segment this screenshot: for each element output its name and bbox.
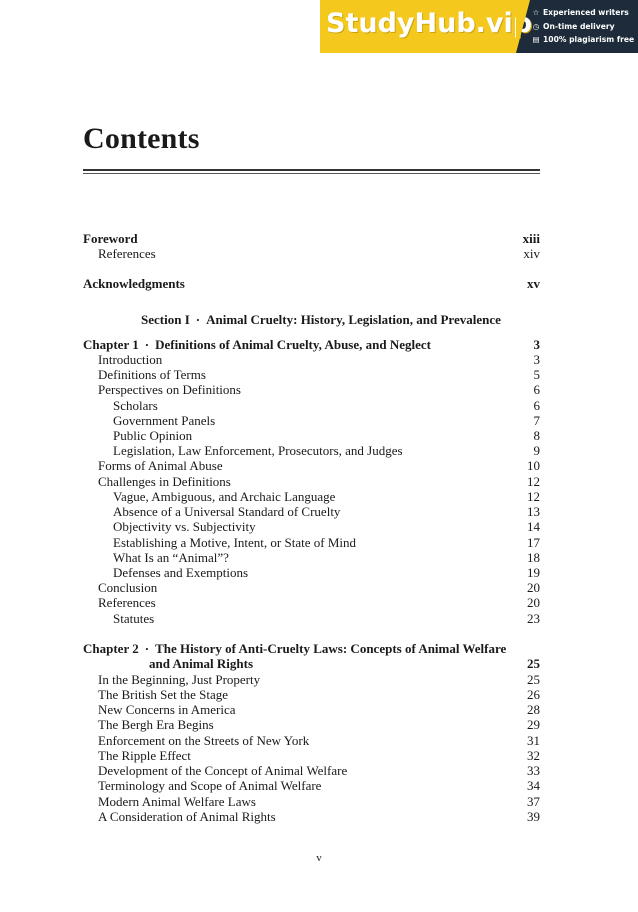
toc-entry: [0, 428, 638, 443]
watermark-banner[interactable]: [320, 0, 638, 53]
page-ref: 34: [527, 778, 540, 793]
toc-entry: [0, 246, 638, 261]
entry-title: Legislation, Law Enforcement, Prosecutors, and Judges: [113, 443, 403, 458]
toc-entry: [0, 748, 638, 763]
toc-entry: [0, 794, 638, 809]
toc-entry: [0, 413, 638, 428]
title-rule-thick: [83, 169, 540, 171]
document-icon: ▤: [532, 35, 540, 44]
entry-title: The Bergh Era Begins: [98, 717, 214, 732]
separator-dot: ·: [144, 641, 150, 656]
entry-title: Definitions of Terms: [98, 367, 206, 382]
entry-title: [83, 337, 431, 352]
page-ref: 6: [533, 398, 540, 413]
page-ref: 20: [527, 595, 540, 610]
toc-entry: [0, 489, 638, 504]
page-ref: xiv: [523, 246, 540, 261]
page-ref: 31: [527, 733, 540, 748]
entry-title: Forms of Animal Abuse: [98, 458, 223, 473]
page-ref: 8: [533, 428, 540, 443]
toc-entry: [0, 672, 638, 687]
toc-entry: [0, 733, 638, 748]
entry-title: References: [98, 595, 156, 610]
toc-entry: [0, 398, 638, 413]
toc-entry: [0, 656, 638, 671]
entry-title: Statutes: [113, 611, 155, 626]
toc-entry: [0, 595, 638, 610]
chapter-title: Definitions of Animal Cruelty, Abuse, and Neglect: [155, 337, 431, 352]
entry-title: Acknowledgments: [83, 276, 185, 291]
title-rule-thin: [83, 173, 540, 174]
feature-item: [532, 20, 638, 34]
toc-entry: [0, 778, 638, 793]
toc-entry: [0, 809, 638, 824]
chapter-label: Chapter 1: [83, 337, 139, 352]
page-ref: 10: [527, 458, 540, 473]
toc-entry: [0, 565, 638, 580]
page-ref: xiii: [522, 231, 540, 246]
page-ref: 18: [527, 550, 540, 565]
feature-text: On-time delivery: [543, 21, 615, 31]
entry-title: Enforcement on the Streets of New York: [98, 733, 310, 748]
toc-entry: [0, 382, 638, 397]
entry-title: Government Panels: [113, 413, 216, 428]
entry-title: [83, 641, 506, 656]
entry-title: Foreword: [83, 231, 138, 246]
page-ref: 39: [527, 809, 540, 824]
toc-entry: [0, 702, 638, 717]
chapter-title: The History of Anti-Cruelty Laws: Concepts of Animal Welfare: [155, 641, 507, 656]
page-ref: 17: [527, 535, 540, 550]
page-ref: 20: [527, 580, 540, 595]
page-ref: 28: [527, 702, 540, 717]
toc-entry: [0, 535, 638, 550]
entry-title: Scholars: [113, 398, 158, 413]
entry-title: The Ripple Effect: [98, 748, 191, 763]
toc-entry: [0, 352, 638, 367]
toc-entry: [0, 519, 638, 534]
page-ref: 9: [533, 443, 540, 458]
entry-title: New Concerns in America: [98, 702, 236, 717]
entry-title: The British Set the Stage: [98, 687, 228, 702]
entry-title: Absence of a Universal Standard of Cruelty: [113, 504, 341, 519]
toc-entry: [0, 443, 638, 458]
page-ref: 12: [527, 474, 540, 489]
section-title: Animal Cruelty: History, Legislation, and Prevalence: [206, 312, 501, 327]
clock-icon: ◷: [532, 21, 540, 31]
toc-entry-main: [0, 231, 638, 246]
feature-item: [532, 33, 638, 47]
toc-entry: [0, 580, 638, 595]
entry-title: What Is an “Animal”?: [113, 550, 229, 565]
page-ref: 26: [527, 687, 540, 702]
feature-text: Experienced writers: [543, 8, 629, 17]
page-ref: 25: [527, 656, 540, 671]
logo-box: [320, 0, 533, 53]
entry-title: Development of the Concept of Animal Welfare: [98, 763, 348, 778]
entry-title: Objectivity vs. Subjectivity: [113, 519, 256, 534]
entry-title: In the Beginning, Just Property: [98, 672, 261, 687]
page-ref: 23: [527, 611, 540, 626]
section-heading: [0, 312, 638, 327]
page-ref: 37: [527, 794, 540, 809]
page-ref: 29: [527, 717, 540, 732]
section-label: Section I: [141, 312, 190, 327]
entry-title: and Animal Rights: [149, 656, 254, 671]
toc-entry: [0, 763, 638, 778]
separator-dot: ·: [195, 312, 201, 327]
entry-title: Vague, Ambiguous, and Archaic Language: [113, 489, 336, 504]
entry-title: References: [98, 246, 156, 261]
page-ref: 25: [527, 672, 540, 687]
studyhub-logo: StudyHub.vip: [326, 8, 533, 39]
page-ref: 3: [533, 352, 540, 367]
entry-title: Perspectives on Definitions: [98, 382, 241, 397]
toc-entry: [0, 550, 638, 565]
toc-entry: [0, 367, 638, 382]
feature-text: 100% plagiarism free: [543, 35, 635, 44]
page-ref: 5: [533, 367, 540, 382]
page-ref: 32: [527, 748, 540, 763]
page-ref: 7: [533, 413, 540, 428]
feature-list: [532, 6, 638, 47]
star-icon: ☆: [532, 8, 540, 17]
entry-title: Terminology and Scope of Animal Welfare: [98, 778, 322, 793]
toc-entry: [0, 611, 638, 626]
toc-entry: [0, 474, 638, 489]
entry-title: Modern Animal Welfare Laws: [98, 794, 256, 809]
page-number: v: [316, 852, 322, 864]
page-ref: 6: [533, 382, 540, 397]
page-ref: 3: [533, 337, 540, 352]
entry-title: Challenges in Definitions: [98, 474, 231, 489]
toc-entry-main: [0, 641, 638, 656]
page-ref: 14: [527, 519, 540, 534]
entry-title: Introduction: [98, 352, 163, 367]
page-ref: 13: [527, 504, 540, 519]
entry-title: Conclusion: [98, 580, 158, 595]
page-ref: 12: [527, 489, 540, 504]
toc-entry-main: [0, 276, 638, 291]
entry-title: A Consideration of Animal Rights: [98, 809, 276, 824]
page-ref: 33: [527, 763, 540, 778]
chapter-label: Chapter 2: [83, 641, 139, 656]
page-title: Contents: [83, 122, 200, 155]
toc-entry: [0, 717, 638, 732]
page-ref: xv: [527, 276, 540, 291]
page-ref: 19: [527, 565, 540, 580]
separator-dot: ·: [144, 337, 150, 352]
entry-title: Public Opinion: [113, 428, 193, 443]
toc-entry: [0, 504, 638, 519]
toc-entry-main: [0, 337, 638, 352]
toc-entry: [0, 687, 638, 702]
toc-entry: [0, 458, 638, 473]
entry-title: Establishing a Motive, Intent, or State of Mind: [113, 535, 356, 550]
entry-title: Defenses and Exemptions: [113, 565, 249, 580]
feature-item: [532, 6, 638, 20]
